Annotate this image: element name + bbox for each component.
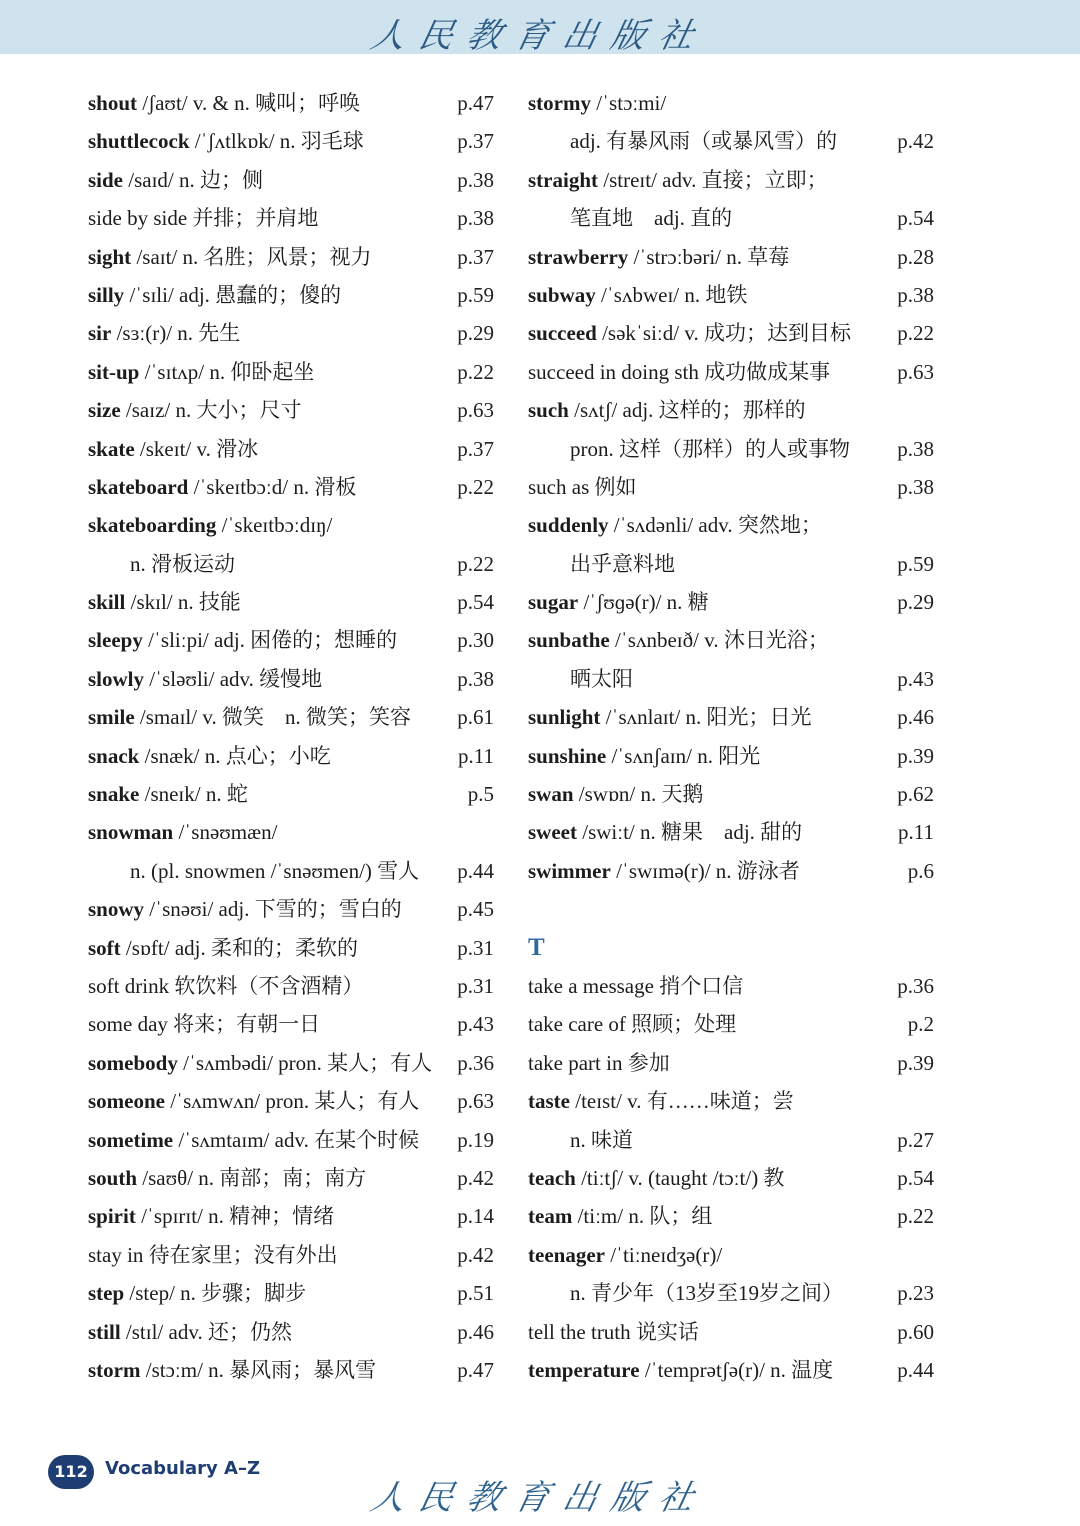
vocab-entry-text: some day 将来；有朝一日 xyxy=(88,1012,321,1037)
vocab-entry-text: n. 味道 xyxy=(570,1127,633,1152)
vocab-entry xyxy=(88,775,494,813)
vocab-entry-page-ref: p.54 xyxy=(457,590,494,615)
vocab-entry-page-ref: p.19 xyxy=(457,1127,494,1152)
vocab-entry-text: adj. 有暴风雨（或暴风雪）的 xyxy=(570,129,838,154)
vocab-entry-page-ref: p.22 xyxy=(897,1204,934,1229)
vocab-entry-text: take care of 照顾；处理 xyxy=(528,1012,737,1037)
vocab-entry xyxy=(528,967,934,1005)
vocab-entry xyxy=(528,1236,934,1274)
vocab-entry xyxy=(528,84,934,122)
vocab-entry-text: spirit /ˈspɪrɪt/ n. 精神；情绪 xyxy=(88,1204,335,1229)
vocab-entry-page-ref: p.2 xyxy=(907,1012,934,1037)
vocab-entry xyxy=(528,698,934,736)
vocabulary-column-left xyxy=(88,84,494,1389)
vocab-entry-text: snake /sneɪk/ n. 蛇 xyxy=(88,782,248,807)
vocab-entry-text: skateboard /ˈskeɪtbɔːd/ n. 滑板 xyxy=(88,474,357,499)
page-number-badge: 112 xyxy=(48,1455,94,1489)
vocab-entry-page-ref: p.63 xyxy=(457,398,494,423)
vocab-entry xyxy=(528,621,934,659)
vocab-entry xyxy=(88,276,494,314)
vocab-entry-page-ref: p.46 xyxy=(457,1319,494,1344)
vocab-entry-text: size /saɪz/ n. 大小；尺寸 xyxy=(88,398,302,423)
vocab-entry xyxy=(88,1197,494,1235)
vocab-entry-text: temperature /ˈtemprətʃə(r)/ n. 温度 xyxy=(528,1357,834,1382)
vocab-entry-page-ref: p.30 xyxy=(457,628,494,653)
vocab-entry-page-ref: p.42 xyxy=(457,1165,494,1190)
vocab-entry xyxy=(88,506,494,544)
vocab-entry-page-ref: p.38 xyxy=(457,167,494,192)
vocab-entry-text: shout /ʃaʊt/ v. & n. 喊叫；呼唤 xyxy=(88,91,361,115)
vocab-entry-page-ref: p.38 xyxy=(457,206,494,231)
vocab-entry-page-ref: p.36 xyxy=(457,1050,494,1075)
vocab-entry-page-ref: p.6 xyxy=(907,858,934,883)
vocab-entry-text: succeed /səkˈsiːd/ v. 成功；达到目标 xyxy=(528,321,851,346)
vocab-entry xyxy=(88,391,494,429)
vocab-entry-text: sleepy /ˈsliːpi/ adj. 困倦的；想睡的 xyxy=(88,628,398,653)
vocab-entry-page-ref: p.59 xyxy=(897,551,934,576)
vocab-entry xyxy=(528,775,934,813)
vocab-entry-text: swan /swɒn/ n. 天鹅 xyxy=(528,782,704,807)
vocab-entry-page-ref: p.31 xyxy=(457,973,494,998)
vocab-entry-text: tell the truth 说实话 xyxy=(528,1319,699,1344)
vocab-entry-text: side /saɪd/ n. 边；侧 xyxy=(88,167,264,192)
vocab-entry-text: snack /snæk/ n. 点心；小吃 xyxy=(88,743,331,768)
section-title: Vocabulary A–Z xyxy=(105,1458,261,1479)
vocab-entry-text: someone /ˈsʌmwʌn/ pron. 某人；有人 xyxy=(88,1089,420,1114)
publisher-logo-text: 人民教育出版社 xyxy=(367,16,712,56)
vocab-entry-page-ref: p.36 xyxy=(897,973,934,998)
vocab-entry xyxy=(88,199,494,237)
publisher-logo-footer xyxy=(0,1470,1080,1519)
vocab-entry-text: 笔直地 adj. 直的 xyxy=(570,206,733,231)
vocab-entry-text: storm /stɔːm/ n. 暴风雨；暴风雪 xyxy=(88,1357,377,1382)
vocab-entry-page-ref: p.62 xyxy=(897,782,934,807)
vocab-entry-page-ref: p.5 xyxy=(467,782,494,807)
letter-heading-row xyxy=(528,929,934,967)
vocab-entry xyxy=(528,430,934,468)
vocab-entry-page-ref: p.42 xyxy=(457,1242,494,1267)
vocab-entry-text: smile /smaɪl/ v. 微笑 n. 微笑；笑容 xyxy=(88,705,411,730)
vocab-entry-page-ref: p.22 xyxy=(457,551,494,576)
vocab-entry-text: skateboarding /ˈskeɪtbɔːdɪŋ/ xyxy=(88,513,333,538)
vocab-entry xyxy=(528,1044,934,1082)
vocab-entry-text: stay in 待在家里；没有外出 xyxy=(88,1242,338,1267)
vocab-entry-text: south /saʊθ/ n. 南部；南；南方 xyxy=(88,1165,367,1190)
vocab-entry xyxy=(528,276,934,314)
vocab-entry-page-ref: p.43 xyxy=(457,1012,494,1037)
vocab-entry-page-ref: p.38 xyxy=(457,666,494,691)
vocab-entry xyxy=(88,698,494,736)
vocab-entry xyxy=(528,506,934,544)
vocab-entry-page-ref: p.11 xyxy=(898,820,934,845)
vocab-entry-page-ref: p.47 xyxy=(457,91,494,115)
vocabulary-column-right xyxy=(528,84,934,1389)
vocab-entry-page-ref: p.38 xyxy=(897,474,934,499)
vocab-entry-text: swimmer /ˈswɪmə(r)/ n. 游泳者 xyxy=(528,858,800,883)
vocab-entry xyxy=(88,1044,494,1082)
vocab-entry-text: soft /sɒft/ adj. 柔和的；柔软的 xyxy=(88,935,358,960)
vocab-entry-text: sir /sɜː(r)/ n. 先生 xyxy=(88,321,241,346)
vocab-entry xyxy=(88,1005,494,1043)
vocab-entry xyxy=(528,1159,934,1197)
vocab-entry-page-ref: p.46 xyxy=(897,705,934,730)
vocab-entry xyxy=(88,583,494,621)
vocab-entry xyxy=(88,929,494,967)
vocab-entry xyxy=(528,199,934,237)
vocab-entry xyxy=(528,468,934,506)
vocab-entry-page-ref: p.29 xyxy=(457,321,494,346)
vocab-entry xyxy=(528,890,934,928)
vocab-entry-page-ref: p.31 xyxy=(457,935,494,960)
vocab-entry-text: shuttlecock /ˈʃʌtlkɒk/ n. 羽毛球 xyxy=(88,129,364,154)
vocab-entry-text: sunbathe /ˈsʌnbeɪð/ v. 沐日光浴； xyxy=(528,628,829,653)
vocab-entry xyxy=(88,84,494,122)
vocab-entry-text: pron. 这样（那样）的人或事物 xyxy=(570,436,850,461)
vocab-entry-page-ref: p.22 xyxy=(457,474,494,499)
vocab-entry xyxy=(88,161,494,199)
vocab-entry-text: still /stɪl/ adv. 还；仍然 xyxy=(88,1319,292,1344)
vocab-entry-page-ref: p.14 xyxy=(457,1204,494,1229)
vocab-entry xyxy=(88,1236,494,1274)
vocab-entry xyxy=(528,583,934,621)
vocab-entry-page-ref: p.22 xyxy=(897,321,934,346)
vocab-entry xyxy=(528,1197,934,1235)
vocab-entry-text: snowy /ˈsnəʊi/ adj. 下雪的；雪白的 xyxy=(88,897,402,922)
vocab-entry-page-ref: p.47 xyxy=(457,1357,494,1382)
vocab-entry xyxy=(88,813,494,851)
vocab-entry-page-ref: p.39 xyxy=(897,1050,934,1075)
vocab-entry xyxy=(88,430,494,468)
vocab-entry xyxy=(88,852,494,890)
vocab-entry-text: skate /skeɪt/ v. 滑冰 xyxy=(88,436,259,461)
vocab-entry xyxy=(88,1351,494,1389)
vocab-entry xyxy=(88,545,494,583)
vocab-entry xyxy=(528,1351,934,1389)
vocab-entry-page-ref: p.27 xyxy=(897,1127,934,1152)
vocab-entry-text: sugar /ˈʃʊɡə(r)/ n. 糖 xyxy=(528,590,709,615)
vocab-entry-page-ref: p.39 xyxy=(897,743,934,768)
vocab-entry-page-ref: p.38 xyxy=(897,282,934,307)
vocab-entry-text: snowman /ˈsnəʊmæn/ xyxy=(88,820,278,845)
vocab-entry xyxy=(528,737,934,775)
vocab-entry-text: teenager /ˈtiːneɪdʒə(r)/ xyxy=(528,1242,723,1267)
vocab-entry xyxy=(88,660,494,698)
vocab-entry xyxy=(528,353,934,391)
vocab-entry xyxy=(528,1313,934,1351)
vocab-entry-page-ref: p.51 xyxy=(457,1281,494,1306)
vocab-entry xyxy=(528,314,934,352)
vocab-entry xyxy=(88,122,494,160)
vocab-entry-text: sunlight /ˈsʌnlaɪt/ n. 阳光；日光 xyxy=(528,705,812,730)
vocab-entry xyxy=(528,545,934,583)
vocab-entry-text: such as 例如 xyxy=(528,474,637,499)
vocab-entry-text: n. (pl. snowmen /ˈsnəʊmen/) 雪人 xyxy=(130,858,420,883)
vocab-entry-text: 出乎意料地 xyxy=(570,551,675,576)
vocab-entry-text: sit-up /ˈsɪtʌp/ n. 仰卧起坐 xyxy=(88,359,315,384)
vocab-entry-text: such /sʌtʃ/ adj. 这样的；那样的 xyxy=(528,398,806,423)
vocab-entry-page-ref: p.23 xyxy=(897,1281,934,1306)
vocab-entry-text: n. 滑板运动 xyxy=(130,551,235,576)
vocab-entry-text: skill /skɪl/ n. 技能 xyxy=(88,590,241,615)
vocab-entry-page-ref: p.38 xyxy=(897,436,934,461)
vocab-entry-text: sight /saɪt/ n. 名胜；风景；视力 xyxy=(88,244,372,269)
vocab-entry-page-ref: p.63 xyxy=(897,359,934,384)
vocab-entry-page-ref: p.37 xyxy=(457,129,494,154)
vocab-entry-text: sunshine /ˈsʌnʃaɪn/ n. 阳光 xyxy=(528,743,761,768)
publisher-logo-header xyxy=(0,8,1080,57)
vocab-entry-page-ref: p.11 xyxy=(458,743,494,768)
vocab-entry-text: take a message 捎个口信 xyxy=(528,973,744,998)
vocab-entry-text: side by side 并排；并肩地 xyxy=(88,206,319,231)
vocab-entry xyxy=(88,967,494,1005)
vocab-entry-page-ref: p.37 xyxy=(457,244,494,269)
vocab-entry-text: strawberry /ˈstrɔːbəri/ n. 草莓 xyxy=(528,244,790,269)
vocab-entry-text: silly /ˈsɪli/ adj. 愚蠢的；傻的 xyxy=(88,282,342,307)
vocab-entry-text: 晒太阳 xyxy=(570,666,633,691)
vocab-entry-page-ref: p.28 xyxy=(897,244,934,269)
vocab-entry-page-ref: p.44 xyxy=(457,858,494,883)
vocab-entry-text: subway /ˈsʌbweɪ/ n. 地铁 xyxy=(528,282,748,307)
vocab-entry-page-ref: p.29 xyxy=(897,590,934,615)
vocab-entry-text: take part in 参加 xyxy=(528,1050,670,1075)
vocab-entry-text: succeed in doing sth 成功做成某事 xyxy=(528,359,831,384)
vocab-entry-text: team /tiːm/ n. 队；组 xyxy=(528,1204,713,1229)
vocab-entry-page-ref: p.63 xyxy=(457,1089,494,1114)
vocab-entry xyxy=(528,1005,934,1043)
vocab-entry xyxy=(528,1082,934,1120)
vocab-entry xyxy=(528,813,934,851)
vocab-entry-page-ref: p.61 xyxy=(457,705,494,730)
vocab-entry-page-ref: p.60 xyxy=(897,1319,934,1344)
vocab-entry-page-ref: p.37 xyxy=(457,436,494,461)
vocab-entry xyxy=(88,238,494,276)
vocab-entry xyxy=(528,660,934,698)
vocab-entry xyxy=(88,621,494,659)
vocab-entry xyxy=(88,314,494,352)
vocab-entry xyxy=(88,1082,494,1120)
vocab-entry xyxy=(88,1274,494,1312)
vocab-entry-text: n. 青少年（13岁至19岁之间） xyxy=(570,1281,843,1306)
vocab-entry-text: sweet /swiːt/ n. 糖果 adj. 甜的 xyxy=(528,820,803,845)
vocab-entry-text: suddenly /ˈsʌdənli/ adv. 突然地； xyxy=(528,513,822,538)
vocab-entry xyxy=(528,1274,934,1312)
vocab-entry-text: soft drink 软饮料（不含酒精） xyxy=(88,973,364,998)
vocab-entry-text: taste /teɪst/ v. 有……味道；尝 xyxy=(528,1089,794,1114)
vocab-entry-page-ref: p.42 xyxy=(897,129,934,154)
vocab-entry-text: teach /tiːtʃ/ v. (taught /tɔːt/) 教 xyxy=(528,1165,785,1190)
vocab-entry xyxy=(528,161,934,199)
vocab-entry xyxy=(88,737,494,775)
vocab-entry-text: straight /streɪt/ adv. 直接；立即； xyxy=(528,167,828,192)
vocab-entry-page-ref: p.59 xyxy=(457,282,494,307)
vocab-entry-page-ref: p.43 xyxy=(897,666,934,691)
vocab-entry xyxy=(88,1313,494,1351)
vocab-entry xyxy=(528,1121,934,1159)
vocab-entry-text: stormy /ˈstɔːmi/ xyxy=(528,91,667,115)
vocab-entry-page-ref: p.54 xyxy=(897,206,934,231)
vocab-entry xyxy=(528,852,934,890)
vocab-entry-text: slowly /ˈsləʊli/ adv. 缓慢地 xyxy=(88,666,323,691)
vocab-entry xyxy=(88,1159,494,1197)
vocab-entry xyxy=(528,391,934,429)
vocab-entry-page-ref: p.44 xyxy=(897,1357,934,1382)
vocab-entry xyxy=(88,468,494,506)
vocab-entry xyxy=(88,1121,494,1159)
vocab-entry xyxy=(88,353,494,391)
vocab-entry-text: sometime /ˈsʌmtaɪm/ adv. 在某个时候 xyxy=(88,1127,420,1152)
vocab-entry-text: somebody /ˈsʌmbədi/ pron. 某人；有人 xyxy=(88,1050,433,1075)
vocab-entry xyxy=(528,122,934,160)
vocab-entry xyxy=(88,890,494,928)
vocab-entry-page-ref: p.22 xyxy=(457,359,494,384)
vocab-entry-text: step /step/ n. 步骤；脚步 xyxy=(88,1281,307,1306)
letter-heading: T xyxy=(528,933,545,961)
publisher-logo-text: 人民教育出版社 xyxy=(367,1478,712,1518)
vocab-entry-page-ref: p.54 xyxy=(897,1165,934,1190)
vocab-entry-page-ref: p.45 xyxy=(457,897,494,922)
vocab-entry xyxy=(528,238,934,276)
